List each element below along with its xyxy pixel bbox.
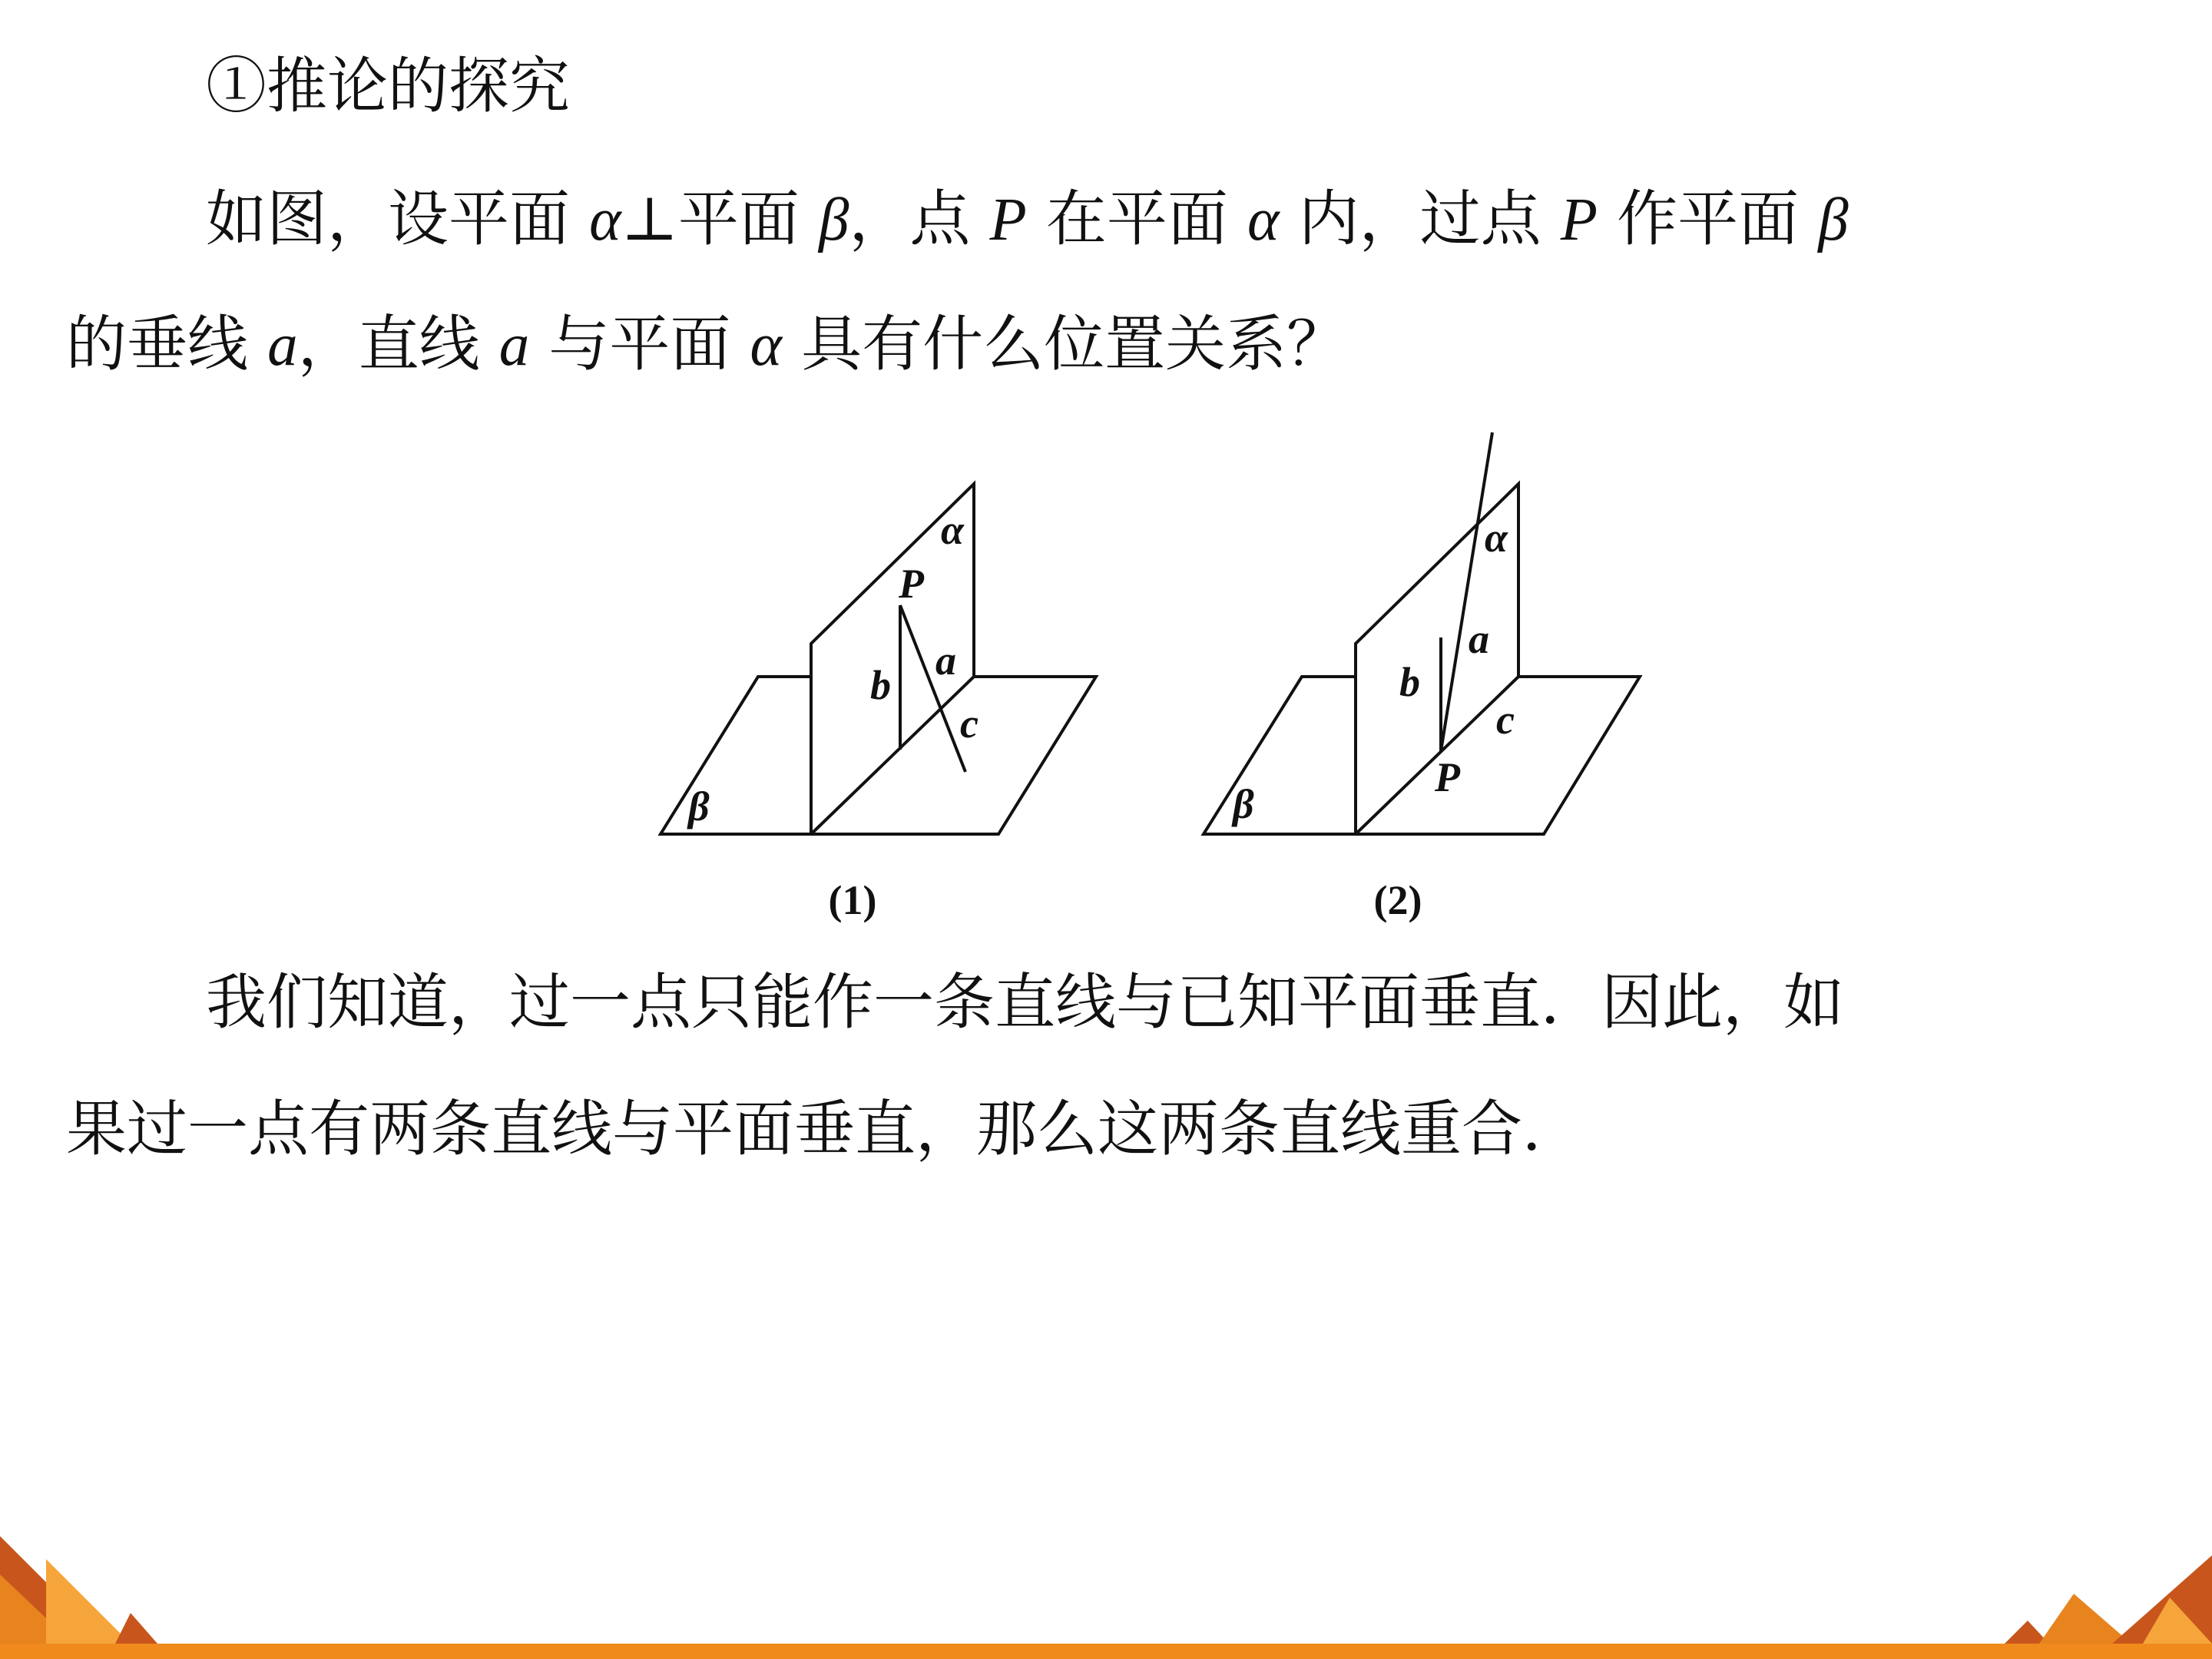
decor-triangle-right-mid — [2039, 1594, 2131, 1644]
paragraph-2-line-1: 我们知道，过一点只能作一条直线与已知平面垂直．因此，如 — [206, 967, 1844, 1038]
text: 内，过点 — [1279, 184, 1561, 254]
text: 具有什么位置关系？ — [781, 309, 1348, 379]
label-a: a — [935, 637, 956, 684]
label-alpha: α — [1485, 515, 1508, 561]
text: 平面 — [677, 184, 820, 254]
label-P: P — [899, 561, 924, 607]
text: 与平面 — [529, 309, 750, 379]
label-c: c — [960, 700, 979, 747]
text: ，直线 — [297, 309, 499, 379]
paragraph-2-line-2: 果过一点有两条直线与平面垂直，那么这两条直线重合． — [66, 1094, 1583, 1164]
figure-2 — [1204, 432, 1640, 834]
figure-1 — [661, 484, 1096, 834]
symbol-alpha: α — [589, 187, 621, 253]
symbol-alpha: α — [750, 312, 782, 379]
decor-triangle-left-small — [115, 1613, 157, 1644]
symbol-P: P — [989, 187, 1027, 253]
label-a: a — [1469, 616, 1489, 662]
label-b: b — [870, 662, 891, 708]
symbol-P: P — [1560, 187, 1598, 253]
symbol-beta: β — [1818, 187, 1849, 253]
symbol-alpha: α — [1247, 187, 1280, 253]
line-a-2 — [1441, 432, 1492, 751]
label-b: b — [1399, 659, 1420, 705]
text: 在平面 — [1026, 184, 1247, 254]
decor-triangle-left-light — [46, 1559, 131, 1644]
text: 如图，设平面 — [206, 184, 590, 254]
footer-decoration — [0, 1528, 2212, 1659]
text: 作平面 — [1597, 184, 1819, 254]
line-a-1 — [900, 605, 965, 772]
symbol-beta: β — [819, 187, 849, 253]
label-c: c — [1496, 697, 1515, 743]
footer-bar — [0, 1644, 2212, 1659]
text: 的垂线 — [66, 309, 268, 379]
section-heading: ①推论的探究 — [206, 51, 570, 121]
label-beta: β — [1233, 781, 1254, 827]
caption-2: (2) — [1373, 877, 1422, 923]
label-P: P — [1435, 754, 1460, 800]
caption-1: (1) — [828, 877, 877, 923]
symbol-a: a — [498, 312, 530, 379]
intersection-line-c-1 — [811, 677, 974, 834]
text: ，点 — [849, 184, 990, 254]
symbol-perp: ⊥ — [621, 184, 678, 254]
label-beta: β — [688, 783, 710, 830]
symbol-a: a — [267, 312, 298, 379]
plane-beta-2 — [1204, 677, 1640, 834]
label-alpha: α — [941, 507, 964, 553]
